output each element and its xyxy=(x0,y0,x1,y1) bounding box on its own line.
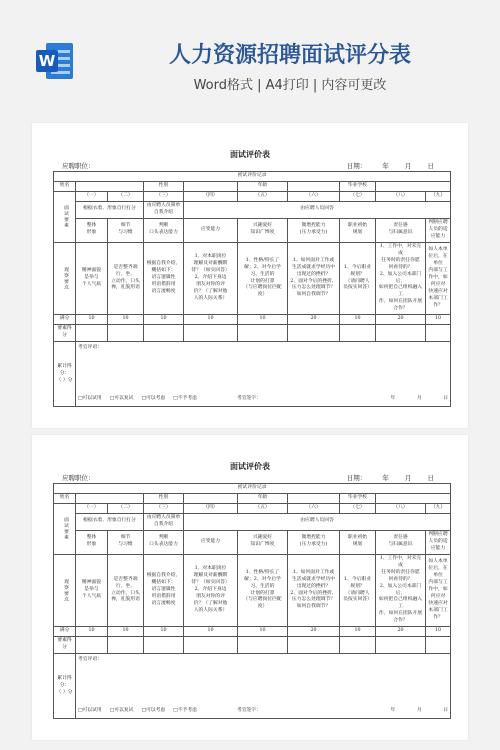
element-6: 微增控能力 (压力承受力) xyxy=(288,218,340,242)
num-9: （九） xyxy=(426,192,451,202)
page-title: 人力资源招聘面试评分表 xyxy=(168,43,411,68)
element-4: 应变能力 xyxy=(184,530,238,554)
score-5: 10 xyxy=(238,315,288,325)
subtotal-cell[interactable] xyxy=(184,637,238,654)
observe-8: 1、工作中，对未完成 任务时的责任你愿 何看待的？ 2、加入公司本部门后， 如何把自己组织融入工 作，如何在团队开展 合作？ xyxy=(376,554,426,627)
observe-3: 根据自我介绍， 概括如下： 语言逻辑性 用语措辞用 语言流畅度 xyxy=(144,554,184,627)
gender-cell[interactable] xyxy=(184,494,238,504)
age-label: 年龄 xyxy=(238,182,288,192)
num-8: （八） xyxy=(376,504,426,514)
score-6: 20 xyxy=(288,315,340,325)
form-title: 面试评价表 xyxy=(230,149,270,159)
check-trial[interactable]: □可以试用 xyxy=(78,708,102,714)
comment-label: 考官评语： xyxy=(78,657,102,663)
score-9: 10 xyxy=(426,627,451,637)
subtotal-cell[interactable] xyxy=(340,325,376,342)
observe-6: 1、如何面对工作或 生活成就求学经历中 出现过的挫折？ 2、面对今后的挫折、 压力怎么处理调节？ 如何自我调节？ xyxy=(288,554,340,627)
num-9: （九） xyxy=(426,504,451,514)
svg-text:W: W xyxy=(38,52,56,70)
observe-1: 精神面貌 是举与 个人气质 xyxy=(76,554,108,627)
observe-label: 观察要点 xyxy=(54,554,76,627)
subtotal-cell[interactable] xyxy=(340,637,376,654)
check-retest[interactable]: □可以复试 xyxy=(109,708,134,714)
check-retest[interactable]: □可以复试 xyxy=(109,396,134,402)
position-label: 应聘职位： xyxy=(62,162,95,170)
observe-4: 1、对本职岗位 理解及对薪酬期 待？（如实回答） 2、介绍下身边 朋友对你的评 价？（了解对他 人的人际关系） xyxy=(184,242,238,315)
gender-label: 性别 xyxy=(144,182,184,192)
total-score-label: 累计得分： （ ）分 xyxy=(54,342,76,407)
sign-month: 月 xyxy=(416,708,422,714)
subtotal-cell[interactable] xyxy=(144,325,184,342)
score-8: 20 xyxy=(376,315,426,325)
element-7: 职业初始 规划 xyxy=(340,218,376,242)
score-7: 10 xyxy=(340,627,376,637)
num-4: （四） xyxy=(184,192,238,202)
element-group-label: 面试要素 xyxy=(54,504,76,555)
name-cell[interactable] xyxy=(76,182,144,192)
num-1: （一） xyxy=(76,192,108,202)
date-label: 日期： xyxy=(346,162,367,170)
element-4: 应变能力 xyxy=(184,218,238,242)
group-c: 由应聘人员回答 xyxy=(184,514,451,531)
element-2: 细节 与习惯 xyxy=(108,218,144,242)
group-b: 由应聘人员简单自我介绍 xyxy=(144,514,184,531)
observe-2: 是否整齐端 行、坐、 立动作，口头 禅，礼貌用语 xyxy=(108,554,144,627)
num-3: （三） xyxy=(144,192,184,202)
observe-2: 是否整齐端 行、坐、 立动作，口头 禅，礼貌用语 xyxy=(108,242,144,315)
signer-label: 考官签字： xyxy=(236,396,261,402)
num-4: （四） xyxy=(184,504,238,514)
word-doc-icon xyxy=(34,40,76,82)
sign-year: 年 xyxy=(390,396,396,402)
form-title: 面试评价表 xyxy=(230,461,270,471)
date-year: 年 xyxy=(382,162,389,170)
num-7: （七） xyxy=(340,504,376,514)
num-7: （七） xyxy=(340,192,376,202)
element-7: 职业初始 规划 xyxy=(340,530,376,554)
element-1: 整体 形象 xyxy=(76,530,108,554)
group-a: 根据衣着、形象自行打分 xyxy=(76,202,144,219)
score-7: 10 xyxy=(340,315,376,325)
element-3: 判断 口头表达能力 xyxy=(144,218,184,242)
num-5: （五） xyxy=(238,192,288,202)
school-label: 毕业学校 xyxy=(340,494,376,504)
observe-4: 1、对本职岗位 理解及对薪酬期 待？（如实回答） 2、介绍下身边 朋友对你的评 价？（了解对他 人的人际关系） xyxy=(184,554,238,627)
subtotal-cell[interactable] xyxy=(144,637,184,654)
comment-label: 考官评语： xyxy=(78,345,102,351)
sign-month: 月 xyxy=(416,396,422,402)
observe-1: 精神面貌 是举与 个人气质 xyxy=(76,242,108,315)
score-label: 满分 xyxy=(54,627,76,637)
comment-cell[interactable] xyxy=(76,342,451,407)
subtotal-cell[interactable] xyxy=(426,325,451,342)
score-4: 10 xyxy=(184,627,238,637)
date-label: 日期： xyxy=(346,474,367,482)
observe-8: 1、工作中，对未完成 任务时的责任你愿 何看待的？ 2、加入公司本部门后， 如何把自己组织融入工 作，如何在团队开展 合作？ xyxy=(376,242,426,315)
date-month: 月 xyxy=(404,474,412,482)
subtotal-cell[interactable] xyxy=(108,325,144,342)
signer-label: 考官签字： xyxy=(236,708,261,714)
element-8: 责任感 与归属意识 xyxy=(376,218,426,242)
observe-5: 1、性格/特长了 解；2、对今后学 习、生活的 计划的打算 （与应聘岗位匹配 度） xyxy=(238,242,288,315)
element-6: 微增控能力 (压力承受力) xyxy=(288,530,340,554)
evaluation-table xyxy=(53,171,451,407)
num-6: （六） xyxy=(288,192,340,202)
record-title: 初试评价记录 xyxy=(54,172,451,182)
date-day: 日 xyxy=(427,162,434,170)
score-8: 20 xyxy=(376,627,426,637)
score-6: 20 xyxy=(288,627,340,637)
subtotal-cell[interactable] xyxy=(238,637,288,654)
comment-cell[interactable] xyxy=(76,654,451,719)
gender-label: 性别 xyxy=(144,494,184,504)
score-1: 10 xyxy=(76,627,108,637)
gender-cell[interactable] xyxy=(184,182,238,192)
school-cell[interactable] xyxy=(376,494,451,504)
score-3: 10 xyxy=(144,315,184,325)
record-title: 初试评价记录 xyxy=(54,484,451,494)
score-2: 10 xyxy=(108,315,144,325)
check-consider[interactable]: □可以考虑 xyxy=(141,708,166,714)
school-label: 毕业学校 xyxy=(340,182,376,192)
form-preview-1 xyxy=(32,123,468,428)
evaluation-table xyxy=(53,483,451,719)
total-score-label: 累计得分： （ ）分 xyxy=(54,654,76,719)
score-4: 10 xyxy=(184,315,238,325)
group-c: 由应聘人员回答 xyxy=(184,202,451,219)
num-2: （二） xyxy=(108,504,144,514)
subtotal-cell[interactable] xyxy=(76,637,108,654)
observe-9: 如人本单位后，在单位 内部与工作中，如何应对 快速应对本部门工作？ xyxy=(426,242,451,315)
age-cell[interactable] xyxy=(288,494,340,504)
element-1: 整体 形象 xyxy=(76,218,108,242)
subtotal-cell[interactable] xyxy=(376,637,426,654)
age-cell[interactable] xyxy=(288,182,340,192)
num-8: （八） xyxy=(376,192,426,202)
score-3: 10 xyxy=(144,627,184,637)
num-3: （三） xyxy=(144,504,184,514)
date-year: 年 xyxy=(382,474,389,482)
group-b: 由应聘人员简单自我介绍 xyxy=(144,202,184,219)
form-preview-2 xyxy=(32,435,468,740)
check-reject[interactable]: □不予考虑 xyxy=(173,396,197,402)
element-9: 判断应聘人员的适 应能力 xyxy=(426,530,451,554)
date-month: 月 xyxy=(404,162,412,170)
group-a: 根据衣着、形象自行打分 xyxy=(76,514,144,531)
page-header xyxy=(0,0,500,105)
num-1: （一） xyxy=(76,504,108,514)
element-9: 判断应聘人员的适 应能力 xyxy=(426,218,451,242)
subtotal-cell[interactable] xyxy=(426,637,451,654)
sign-day: 日 xyxy=(443,708,449,714)
observe-label: 观察要点 xyxy=(54,242,76,315)
subtotal-cell[interactable] xyxy=(288,325,340,342)
observe-9: 如人本单位后，在单位 内部与工作中，如何应对 快速应对本部门工作？ xyxy=(426,554,451,627)
page-subtitle: Word格式 | A4打印 | 内容可更改 xyxy=(193,78,387,93)
name-label: 姓名 xyxy=(54,494,76,504)
observe-3: 根据自我介绍， 概括如下： 语言逻辑性 用语措辞用 语言流畅度 xyxy=(144,242,184,315)
element-5: 兴趣爱好 知识广博度 xyxy=(238,218,288,242)
subtotal-cell[interactable] xyxy=(238,325,288,342)
element-group-label: 面试要素 xyxy=(54,192,76,243)
school-cell[interactable] xyxy=(376,182,451,192)
observe-6: 1、如何面对工作或 生活成就求学经历中 出现过的挫折？ 2、面对今后的挫折、 压力怎么处理调节？ 如何自我调节？ xyxy=(288,242,340,315)
observe-7: 1、今后职业 规划？ （请问聘人 员按实回答） xyxy=(340,242,376,315)
element-2: 细节 与习惯 xyxy=(108,530,144,554)
subtotal-label: 要素得分 xyxy=(54,325,76,342)
observe-5: 1、性格/特长了 解；2、对今后学 习、生活的 计划的打算 （与应聘岗位匹配 度） xyxy=(238,554,288,627)
date-line xyxy=(333,161,434,170)
observe-7: 1、今后职业 规划？ （请问聘人 员按实回答） xyxy=(340,554,376,627)
score-5: 10 xyxy=(238,627,288,637)
name-cell[interactable] xyxy=(76,494,144,504)
sign-day: 日 xyxy=(443,396,449,402)
score-label: 满分 xyxy=(54,315,76,325)
score-1: 10 xyxy=(76,315,108,325)
element-3: 判断 口头表达能力 xyxy=(144,530,184,554)
sign-year: 年 xyxy=(390,708,396,714)
date-line xyxy=(333,473,434,482)
subtotal-label: 要素得分 xyxy=(54,637,76,654)
subtotal-cell[interactable] xyxy=(76,325,108,342)
subtotal-cell[interactable] xyxy=(376,325,426,342)
position-label: 应聘职位： xyxy=(62,474,95,482)
element-8: 责任感 与归属意识 xyxy=(376,530,426,554)
subtotal-cell[interactable] xyxy=(288,637,340,654)
num-6: （六） xyxy=(288,504,340,514)
num-2: （二） xyxy=(108,192,144,202)
age-label: 年龄 xyxy=(238,494,288,504)
check-trial[interactable]: □可以试用 xyxy=(78,396,102,402)
name-label: 姓名 xyxy=(54,182,76,192)
num-5: （五） xyxy=(238,504,288,514)
subtotal-cell[interactable] xyxy=(184,325,238,342)
check-reject[interactable]: □不予考虑 xyxy=(173,708,197,714)
check-consider[interactable]: □可以考虑 xyxy=(141,396,166,402)
subtotal-cell[interactable] xyxy=(108,637,144,654)
date-day: 日 xyxy=(427,474,434,482)
element-5: 兴趣爱好 知识广博度 xyxy=(238,530,288,554)
score-9: 10 xyxy=(426,315,451,325)
score-2: 10 xyxy=(108,627,144,637)
